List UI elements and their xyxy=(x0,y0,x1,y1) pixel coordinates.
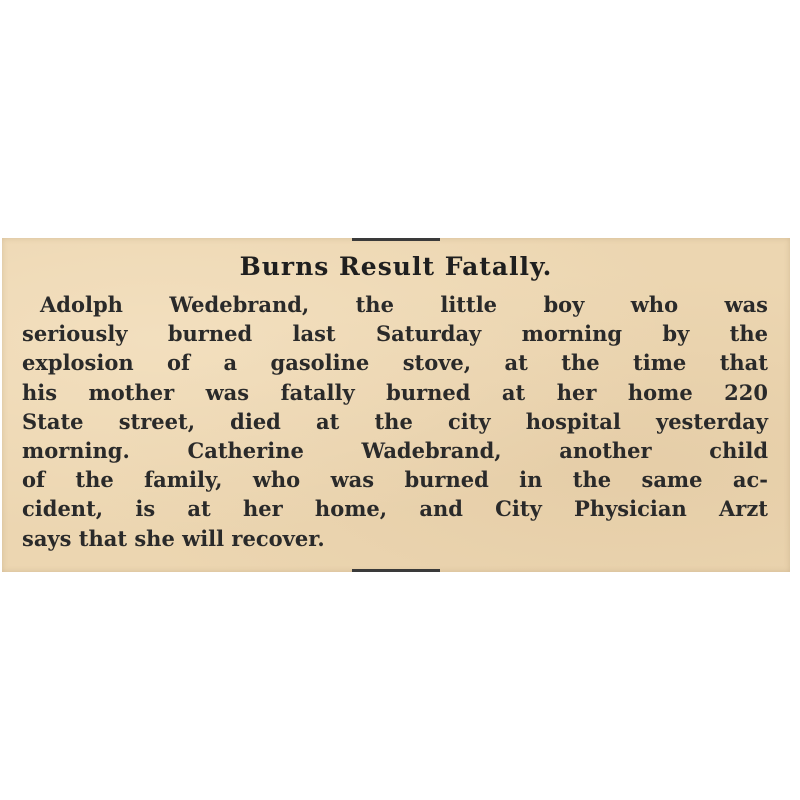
article-line: Adolph Wedebrand, the little boy who was xyxy=(40,292,768,317)
bottom-column-rule xyxy=(352,569,440,572)
article-line: morning. Catherine Wadebrand, another child xyxy=(22,438,768,464)
article-body xyxy=(22,290,768,553)
top-column-rule xyxy=(352,238,440,241)
article-headline: Burns Result Fatally. xyxy=(239,252,553,281)
article-line: State street, died at the city hospital yesterday xyxy=(22,408,768,434)
article-line: seriously burned last Saturday morning by the xyxy=(22,321,768,347)
article-line: cident, is at her home, and City Physician Arzt xyxy=(22,496,768,522)
newspaper-clipping xyxy=(2,238,790,572)
article-line: of the family, who was burned in the same ac- xyxy=(22,467,768,493)
article-line: says that she will recover. xyxy=(22,525,325,551)
article-line: his mother was fatally burned at her home 220 xyxy=(22,379,768,405)
article-line: explosion of a gasoline stove, at the time that xyxy=(22,350,768,376)
